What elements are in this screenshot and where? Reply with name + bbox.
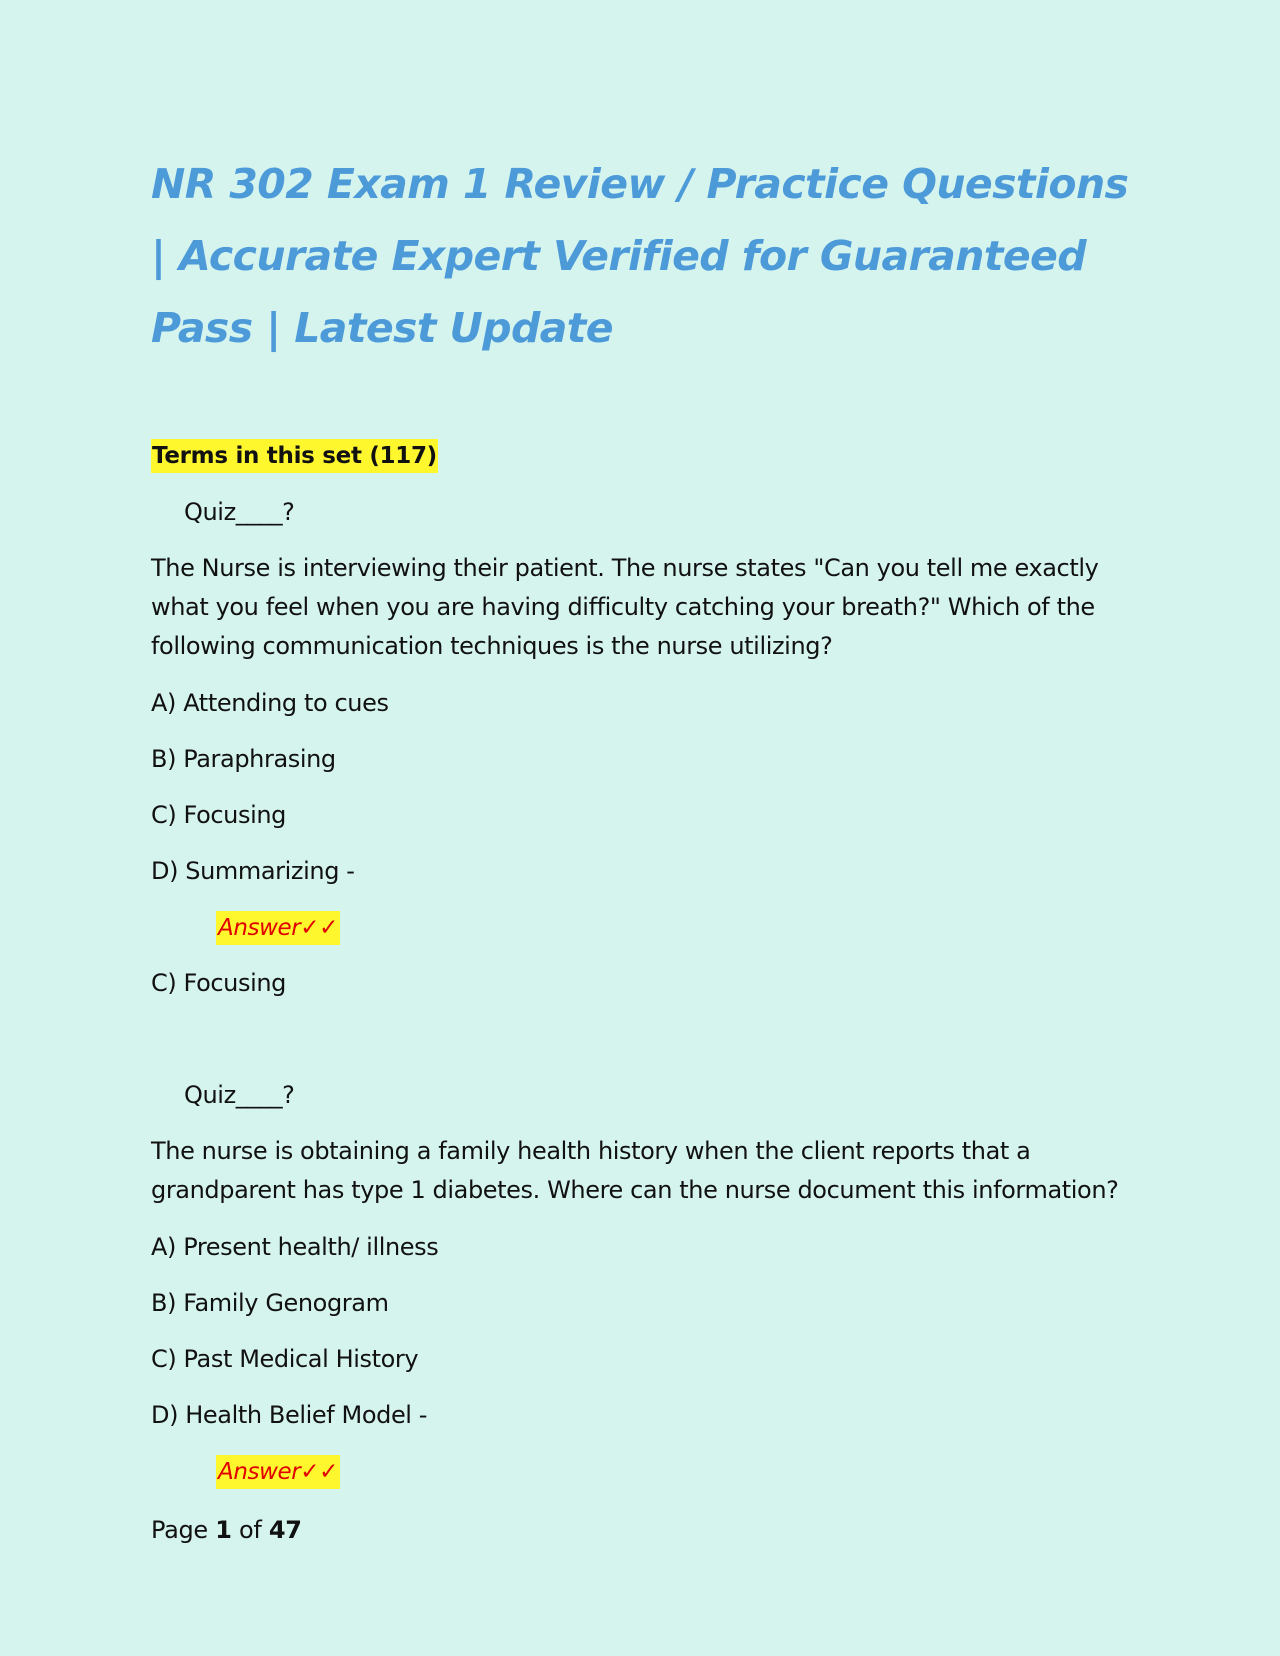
terms-count-label: Terms in this set (117) xyxy=(151,439,438,473)
page-total: 47 xyxy=(268,1516,302,1544)
document-title: NR 302 Exam 1 Review / Practice Questions | Accurate Expert Verified for Guaranteed Pass | Latest Update xyxy=(151,160,1129,352)
answer-value: C) Focusing xyxy=(151,969,287,997)
option-b: B) Family Genogram xyxy=(151,1289,389,1317)
option-b: B) Paraphrasing xyxy=(151,745,336,773)
page-indicator xyxy=(151,1511,302,1550)
page-current: 1 xyxy=(215,1516,232,1544)
option-a: A) Attending to cues xyxy=(151,689,389,717)
option-c: C) Focusing xyxy=(151,801,287,829)
question-text: The Nurse is interviewing their patient. The nurse states "Can you tell me exactly what you feel when you are having difficulty catching your breath?" Which of the following communication techniques is the nurse utilizing? xyxy=(151,554,1099,660)
page-prefix: Page xyxy=(151,1516,208,1544)
option-d: D) Health Belief Model - xyxy=(151,1401,428,1429)
page-separator: of xyxy=(239,1516,262,1544)
answer-label: Answer✓✓ xyxy=(216,1455,340,1489)
option-a: A) Present health/ illness xyxy=(151,1233,439,1261)
answer-label: Answer✓✓ xyxy=(216,911,340,945)
question-text: The nurse is obtaining a family health history when the client reports that a grandparent has type 1 diabetes. Where can the nurse document this information? xyxy=(151,1137,1119,1204)
quiz-label: Quiz____? xyxy=(184,1081,295,1109)
option-c: C) Past Medical History xyxy=(151,1345,419,1373)
option-d: D) Summarizing - xyxy=(151,857,355,885)
quiz-label: Quiz____? xyxy=(184,498,295,526)
